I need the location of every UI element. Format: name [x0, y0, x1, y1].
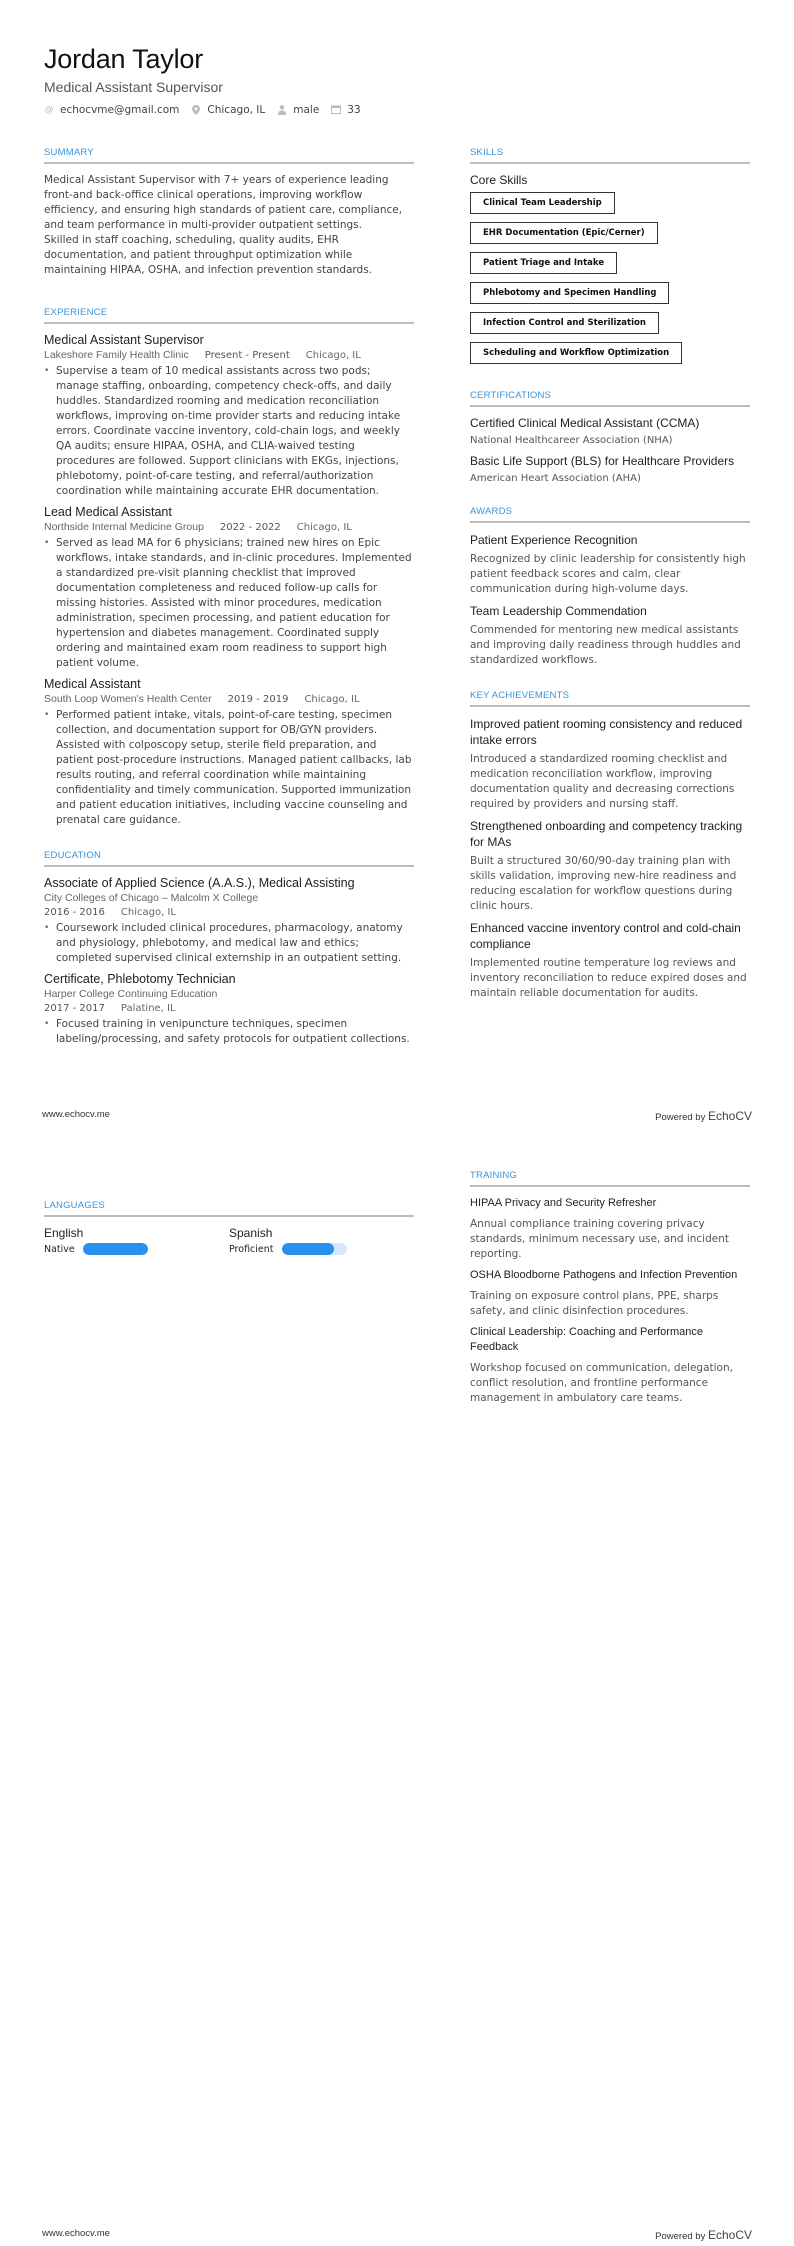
- person-icon: [277, 105, 287, 115]
- achievement-title: Improved patient rooming consistency and reduced intake errors: [470, 717, 743, 747]
- bullet-icon: •: [44, 923, 50, 933]
- skills-section: [470, 147, 750, 372]
- bullet-text: Served as lead MA for 6 physicians; trained new hires on Epic workflows, intake standards, and in-clinic procedures. Implemented a standardized pre-visit planning checklist that improved documentation completeness and reduced follow-up calls for missing histories. Assisted with minor procedures, medication administration, specimen processing, and patient education for hypertension and diabetes management. Coordinated supply ordering and maintained exam room readiness to support high patient volume.: [56, 537, 412, 669]
- skill-chip: Clinical Team Leadership: [470, 192, 615, 214]
- achievements-section: [470, 690, 750, 1001]
- proficiency-bar: [83, 1243, 148, 1255]
- bullet-text: Coursework included clinical procedures, pharmacology, anatomy and physiology, phlebotomy, and medical law and ethics; completed supervised clinical externship in an outpatient setting.: [56, 922, 403, 964]
- training-description: Training on exposure control plans, PPE, sharps safety, and clinic disinfection procedures.: [470, 1290, 719, 1317]
- education-item: [44, 972, 414, 1047]
- job-bullet: [44, 708, 414, 828]
- school-row: [44, 988, 414, 1000]
- language-level: Native: [44, 1243, 75, 1255]
- education-item: [44, 876, 414, 966]
- powered-by: [655, 1109, 752, 1123]
- education-dates: 2017 - 2017: [44, 1003, 105, 1014]
- job-bullet: [44, 364, 414, 499]
- footer-url[interactable]: www.echocv.me: [42, 1109, 110, 1120]
- powered-by-label: Powered by: [655, 1112, 708, 1123]
- awards-section: [470, 506, 750, 668]
- section-heading: EXPERIENCE: [44, 307, 414, 324]
- language-level-row: [44, 1243, 229, 1255]
- skill-group-title: Core Skills: [470, 173, 528, 187]
- certification-name: Certified Clinical Medical Assistant (CCMA): [470, 416, 700, 430]
- section-heading: SUMMARY: [44, 147, 414, 164]
- experience-section: [44, 307, 414, 828]
- training-title: Clinical Leadership: Coaching and Performance Feedback: [470, 1326, 703, 1353]
- achievement-description: Built a structured 30/60/90-day training plan with skills validation, improving new-hire readiness and reducing escalation for workflow questions during clinic hours.: [470, 855, 737, 912]
- employer: Northside Internal Medicine Group: [44, 521, 204, 533]
- brand-logo[interactable]: EchoCV: [707, 1109, 752, 1123]
- section-heading: CERTIFICATIONS: [470, 390, 750, 407]
- languages-section: [44, 1200, 414, 1255]
- language-level-row: [229, 1243, 414, 1255]
- language-name: Spanish: [229, 1226, 273, 1240]
- language-item: [229, 1226, 414, 1255]
- job-bullet: [44, 536, 414, 671]
- award-description: Recognized by clinic leadership for consistently high patient feedback scores and calm, clear communication during high-volume days.: [470, 553, 746, 595]
- language-level: Proficient: [229, 1243, 274, 1255]
- achievement-description: Implemented routine temperature log reviews and inventory reconciliation to reduce expired doses and maintain reliable documentation for audits.: [470, 957, 747, 999]
- experience-item: [44, 333, 414, 499]
- brand-logo[interactable]: EchoCV: [707, 2228, 752, 2242]
- location-text: Chicago, IL: [207, 104, 266, 116]
- education-location: Palatine, IL: [120, 1003, 176, 1014]
- footer-url[interactable]: www.echocv.me: [42, 2228, 110, 2239]
- job-location: Chicago, IL: [296, 522, 352, 533]
- certification-issuer: American Heart Association (AHA): [470, 473, 641, 484]
- employer: Lakeshore Family Health Clinic: [44, 349, 189, 361]
- achievement-title: Enhanced vaccine inventory control and cold-chain compliance: [470, 921, 741, 951]
- job-title: Medical Assistant Supervisor: [44, 333, 204, 347]
- gender-text: male: [293, 104, 320, 116]
- candidate-title: Medical Assistant Supervisor: [44, 79, 223, 95]
- left-column: [44, 147, 414, 1053]
- job-meta: [44, 349, 414, 361]
- job-location: Chicago, IL: [305, 350, 361, 361]
- contact-gender: [277, 104, 319, 116]
- award-title: Team Leadership Commendation: [470, 604, 647, 618]
- section-heading: KEY ACHIEVEMENTS: [470, 690, 750, 707]
- award-title: Patient Experience Recognition: [470, 533, 638, 547]
- education-meta: [44, 1003, 414, 1014]
- age-text: 33: [347, 104, 361, 116]
- training-section: [470, 1170, 750, 1406]
- certifications-section: [470, 390, 750, 484]
- employer: South Loop Women's Health Center: [44, 693, 212, 705]
- contact-email[interactable]: [44, 104, 179, 116]
- summary-section: [44, 147, 414, 278]
- job-location: Chicago, IL: [304, 694, 360, 705]
- resume-header: [44, 44, 373, 116]
- education-bullet: [44, 921, 414, 966]
- proficiency-bar-fill: [282, 1243, 334, 1255]
- right-column: [470, 1170, 750, 1412]
- language-list: [44, 1226, 414, 1255]
- job-dates: 2019 - 2019: [227, 694, 289, 705]
- powered-by: [655, 2228, 752, 2242]
- skill-chip: EHR Documentation (Epic/Cerner): [470, 222, 658, 244]
- achievement-title: Strengthened onboarding and competency tracking for MAs: [470, 819, 743, 849]
- school: Harper College Continuing Education: [44, 988, 218, 1000]
- location-pin-icon: [191, 105, 201, 115]
- skill-chip: Scheduling and Workflow Optimization: [470, 342, 682, 364]
- contact-info: [44, 104, 373, 116]
- section-heading: SKILLS: [470, 147, 750, 164]
- section-heading: EDUCATION: [44, 850, 414, 867]
- section-heading: LANGUAGES: [44, 1200, 414, 1217]
- skill-chip: Patient Triage and Intake: [470, 252, 617, 274]
- certification-name: Basic Life Support (BLS) for Healthcare Providers: [470, 454, 735, 468]
- job-meta: [44, 521, 414, 533]
- degree: Certificate, Phlebotomy Technician: [44, 972, 236, 986]
- language-name: English: [44, 1226, 84, 1240]
- contact-location: [191, 104, 265, 116]
- job-dates: 2022 - 2022: [219, 522, 281, 533]
- candidate-name: Jordan Taylor: [44, 44, 203, 74]
- section-heading: TRAINING: [470, 1170, 750, 1187]
- degree: Associate of Applied Science (A.A.S.), Medical Assisting: [44, 876, 355, 890]
- language-item: [44, 1226, 229, 1255]
- education-meta: [44, 907, 414, 918]
- bullet-icon: •: [44, 366, 50, 376]
- bullet-icon: •: [44, 710, 50, 720]
- training-description: Annual compliance training covering privacy standards, minimum necessary use, and incident reporting.: [470, 1218, 729, 1260]
- achievement-description: Introduced a standardized rooming checklist and medication reconciliation workflow, improving documentation quality and decreasing corrections required by providers and nursing staff.: [470, 753, 735, 810]
- job-meta: [44, 693, 414, 705]
- proficiency-bar-fill: [83, 1243, 148, 1255]
- bullet-text: Performed patient intake, vitals, point-of-care testing, specimen collection, and documentation support for OB/GYN providers. Assisted with colposcopy setup, sterile field preparation, and patient post-procedure instructions. Managed patient callbacks, lab results routing, and referral coordination while maintaining confidentiality and timely communication. Supported immunization and patient education initiatives, including vaccine counseling and prenatal care guidance.: [56, 709, 412, 826]
- education-dates: 2016 - 2016: [44, 907, 105, 918]
- resume-page-2: [0, 1123, 794, 2246]
- powered-by-label: Powered by: [655, 2231, 708, 2242]
- bullet-text: Focused training in venipuncture techniques, specimen labeling/processing, and safety protocols for outpatient collections.: [56, 1018, 410, 1045]
- summary-paragraph: Medical Assistant Supervisor with 7+ years of experience leading front-and back-office clinical operations, improving workflow efficiency, and ensuring high standards of patient care, compliance, and team performance in multi-provider outpatient settings.: [44, 174, 403, 231]
- section-heading: AWARDS: [470, 506, 750, 523]
- summary-paragraph: Skilled in staff coaching, scheduling, quality audits, EHR documentation, and patient throughput optimization while maintaining HIPAA, OSHA, and infection prevention standards.: [44, 234, 373, 276]
- bullet-icon: •: [44, 538, 50, 548]
- education-section: [44, 850, 414, 1047]
- bullet-text: Supervise a team of 10 medical assistants across two pods; manage staffing, onboarding, competency check-offs, and daily huddles. Standardized rooming and medication reconciliation workflows, improving on-time provider starts and reducing intake errors. Coordinate vaccine inventory, cold-chain logs, and weekly QA audits; ensure HIPAA, OSHA, and CLIA-waived testing procedures are followed. Support clinicians with EKGs, injections, phlebotomy, point-of-care testing, and referral/authorization coordination while maintaining accurate EHR documentation.: [56, 365, 401, 497]
- experience-item: [44, 677, 414, 828]
- skill-chips: [470, 192, 750, 372]
- right-column: [470, 147, 750, 1007]
- award-description: Commended for mentoring new medical assistants and improving daily readiness through huddles and standardized workflows.: [470, 624, 741, 666]
- training-title: OSHA Bloodborne Pathogens and Infection Prevention: [470, 1269, 738, 1281]
- email-text: echocvme@gmail.com: [60, 104, 180, 116]
- skill-chip: Phlebotomy and Specimen Handling: [470, 282, 669, 304]
- proficiency-bar: [282, 1243, 347, 1255]
- school: City Colleges of Chicago – Malcolm X College: [44, 892, 259, 904]
- certification-issuer: National Healthcareer Association (NHA): [470, 435, 673, 446]
- training-description: Workshop focused on communication, delegation, conflict resolution, and frontline performance management in ambulatory care teams.: [470, 1362, 733, 1404]
- training-title: HIPAA Privacy and Security Refresher: [470, 1197, 657, 1209]
- experience-item: [44, 505, 414, 671]
- left-column: [44, 1200, 414, 1255]
- job-title: Medical Assistant: [44, 677, 141, 691]
- job-dates: Present - Present: [204, 350, 290, 361]
- job-title: Lead Medical Assistant: [44, 505, 172, 519]
- at-icon: @: [44, 105, 54, 115]
- calendar-icon: [331, 105, 341, 115]
- education-location: Chicago, IL: [120, 907, 176, 918]
- education-bullet: [44, 1017, 414, 1047]
- bullet-icon: •: [44, 1019, 50, 1029]
- school-row: [44, 892, 414, 904]
- contact-age: [331, 104, 360, 116]
- skill-chip: Infection Control and Sterilization: [470, 312, 659, 334]
